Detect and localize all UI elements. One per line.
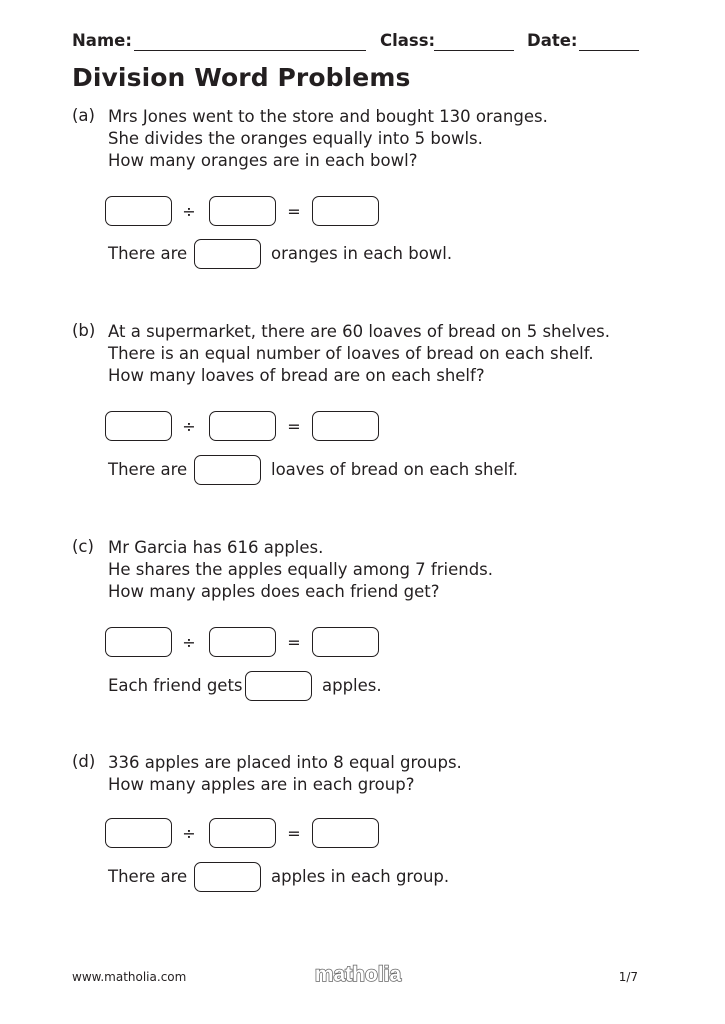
answer-sentence-start: There are xyxy=(108,460,188,479)
date-label: Date: xyxy=(527,31,578,50)
answer-box[interactable] xyxy=(194,239,261,269)
dividend-box[interactable] xyxy=(105,818,172,848)
problem-label: (d) xyxy=(72,752,96,771)
problem-label: (a) xyxy=(72,106,95,125)
answer-box[interactable] xyxy=(194,455,261,485)
divisor-box[interactable] xyxy=(209,627,276,657)
name-label: Name: xyxy=(72,31,132,50)
problem-line: She divides the oranges equally into 5 bowls. xyxy=(108,129,483,148)
problem-line: At a supermarket, there are 60 loaves of bread on 5 shelves. xyxy=(108,322,611,341)
answer-sentence-start: Each friend gets xyxy=(108,676,243,695)
problem-line: Mrs Jones went to the store and bought 130 oranges. xyxy=(108,107,548,126)
problem-text xyxy=(108,752,462,796)
divide-sign: ÷ xyxy=(182,417,196,436)
page-number: 1/7 xyxy=(618,970,638,984)
problem-line: How many oranges are in each bowl? xyxy=(108,151,418,170)
dividend-box[interactable] xyxy=(105,411,172,441)
problem-line: There is an equal number of loaves of bread on each shelf. xyxy=(108,344,594,363)
quotient-box[interactable] xyxy=(312,818,379,848)
problem-text xyxy=(108,537,493,603)
problem-line: Mr Garcia has 616 apples. xyxy=(108,538,324,557)
answer-sentence-end: oranges in each bowl. xyxy=(271,244,453,263)
class-label: Class: xyxy=(380,31,436,50)
answer-box[interactable] xyxy=(194,862,261,892)
problem-line: How many apples are in each group? xyxy=(108,775,415,794)
problem-a xyxy=(72,106,672,276)
divisor-box[interactable] xyxy=(209,818,276,848)
divide-sign: ÷ xyxy=(182,202,196,221)
quotient-box[interactable] xyxy=(312,196,379,226)
problem-text xyxy=(108,321,610,387)
quotient-box[interactable] xyxy=(312,411,379,441)
problem-line: He shares the apples equally among 7 friends. xyxy=(108,560,494,579)
answer-sentence-end: apples. xyxy=(322,676,382,695)
logo-text: matholia xyxy=(314,963,402,986)
answer-sentence-start: There are xyxy=(108,244,188,263)
matholia-logo xyxy=(308,960,408,988)
dividend-box[interactable] xyxy=(105,627,172,657)
equals-sign: = xyxy=(287,824,301,843)
page-title: Division Word Problems xyxy=(72,63,411,92)
class-field[interactable] xyxy=(434,50,514,51)
equals-sign: = xyxy=(287,417,301,436)
problem-label: (b) xyxy=(72,321,96,340)
equals-sign: = xyxy=(287,633,301,652)
date-field[interactable] xyxy=(579,50,639,51)
problem-b xyxy=(72,321,672,491)
worksheet-header xyxy=(72,31,642,55)
answer-sentence-end: loaves of bread on each shelf. xyxy=(271,460,519,479)
equals-sign: = xyxy=(287,202,301,221)
divide-sign: ÷ xyxy=(182,824,196,843)
answer-sentence-end: apples in each group. xyxy=(271,867,450,886)
problem-label: (c) xyxy=(72,537,94,556)
quotient-box[interactable] xyxy=(312,627,379,657)
problem-line: How many apples does each friend get? xyxy=(108,582,440,601)
name-field[interactable] xyxy=(134,50,366,51)
problem-c xyxy=(72,537,672,707)
problem-d xyxy=(72,752,672,902)
problem-line: 336 apples are placed into 8 equal groups. xyxy=(108,753,462,772)
answer-box[interactable] xyxy=(245,671,312,701)
dividend-box[interactable] xyxy=(105,196,172,226)
divisor-box[interactable] xyxy=(209,411,276,441)
divide-sign: ÷ xyxy=(182,633,196,652)
divisor-box[interactable] xyxy=(209,196,276,226)
footer-url: www.matholia.com xyxy=(72,970,187,984)
answer-sentence-start: There are xyxy=(108,867,188,886)
problem-text xyxy=(108,106,548,172)
problem-line: How many loaves of bread are on each shelf? xyxy=(108,366,485,385)
